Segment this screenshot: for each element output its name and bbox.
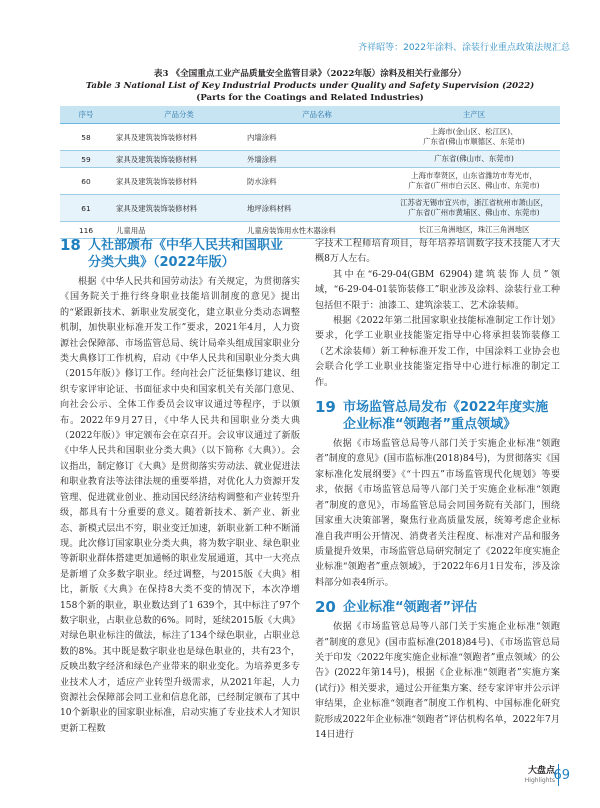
table-row — [60, 124, 560, 151]
region-line: 广东省(佛山市、东莞市) — [434, 154, 514, 163]
products-table — [60, 106, 560, 239]
row-category: 家具及建筑装饰装修材料 — [112, 195, 243, 222]
row-product: 外墙涂料 — [243, 151, 388, 168]
section-18-paragraph: 根据《中华人民共和国劳动法》有关规定，为贯彻落实《国务院关于推行终身职业技能培训制度的意见》提出的“紧跟新技术、新职业发展变化，建立职业分类动态调整机制，加快职业标准开发工作”要求，2021年4月，人力资源社会保障部、市场监管总局、统计局牵头组成国家职业分类大典修订工作机构，启动《中华人民共和国职业分类大典（2015年版）》修订工作。经向社会广泛征集修订建议、组织专家评审论证、书面征求中央和国家机关有关部门意见、向社会公示、全体工作委员会议审议通过等程序，于以颁布。2022年9月27日，《中华人民共和国职业分类大典（2022年版）》审定颁布会在京召开。会议审议通过了新版《中华人民共和国职业分类大典》（以下简称《大典》）。会议指出，制定修订《大典》是贯彻落实劳动法、就业促进法和职业教育法等法律法规的重要举措，对优化人力资源开发管理、促进就业创业、推动国民经济结构调整和产业转型升级，都具有十分重要的意义。随着新技术、新产业、新业态、新模式层出不穷，职业变迁加速，新职业新工种不断涌现。此次修订国家职业分类大典，将为数字职业、绿色职业等新职业群体搭建更加通畅的职业发展通道，其中一大亮点是新增了众多数字职业。经过调整，与2015版《大典》相比，新版《大典》在保持8大类不变的情况下，本次净增158个新的职业，职业数达到了1 639个，其中标注了97个数字职业，占职业总数的6%。同时，延续2015版《大典》对绿色职业标注的做法，标注了134个绿色职业，占职业总数的8%。其中既是数字职业也是绿色职业的，共有23个，反映出数字经济和绿色产业带来的职业变化。为培养更多专业技术人才，适应产业转型升级需求，从2021年起，人力资源社会保障部会同工业和信息化部，已经制定颁布了其中10个新职业的国家职业标准，启动实施了专业技术人才知识更新工程数 — [60, 277, 300, 734]
row-number: 60 — [60, 168, 112, 195]
left-column — [60, 237, 300, 737]
table-caption-en-sub: (Parts for the Coatings and Related Industries) — [196, 93, 424, 103]
section-title-line: 市场监管总局发布《2022年度实施 — [343, 400, 549, 416]
row-region — [388, 124, 560, 151]
region-line: 上海市奉贤区，山东省潍坊市寿光市， — [411, 171, 537, 180]
section-18-paragraph: 其中在“6-29-04(GBM 62904)建筑装饰人员”领域，“6-29-04-01装饰装修工”职业涉及涂料、涂装行业工种包括但不限于：油漆工、建筑涂装工、艺术涂装师。 — [315, 269, 560, 311]
table-caption-cn: 表3 《全国重点工业产品质量安全监管目录》（2022年版）涂料及相关行业部分） — [153, 69, 467, 79]
row-number: 59 — [60, 151, 112, 168]
row-region — [388, 151, 560, 168]
row-category: 家具及建筑装饰装修材料 — [112, 151, 243, 168]
running-header: 齐祥昭等：2022年涂料、涂装行业重点政策法规汇总 — [358, 43, 570, 53]
section-number: 20 — [315, 598, 336, 617]
section-18-paragraph-continued: 字技术工程师培育项目，每年培养培训数字技术技能人才大概8万人左右。 — [315, 239, 560, 265]
row-category: 家具及建筑装饰装修材料 — [112, 168, 243, 195]
row-product: 内墙涂料 — [243, 124, 388, 151]
row-number: 58 — [60, 124, 112, 151]
table-header-row — [60, 106, 560, 124]
section-number: 18 — [60, 236, 81, 254]
region-line: 上海市(金山区、松江区)、 — [430, 127, 518, 136]
section-19-paragraph: 依据《市场监管总局等八部门关于实施企业标准“领跑者”制度的意见》(国市监标准(2018)84号)，为贯彻落实《国家标准化发展纲要》《“十四五”市场监管现代化规划》等要求，依据《市场监管总局等八部门关于实施企业标准“领跑者”制度的意见》，市场监管总局会同国务院有关部门，围绕国家重大决策部署，聚焦行业高质量发展，统筹考虑企业标准自我声明公开情况、消费者关注程度、标准对产品和服务质量提升效果，市场监管总局研究制定了《2022年度实施企业标准“领跑者”重点领域》，于2022年6月1日发布，涉及涂料部分如表4所示。 — [315, 439, 560, 588]
region-line: 长江三角洲地区，珠江三角洲地区 — [418, 225, 530, 234]
table-row — [60, 151, 560, 168]
row-region — [388, 222, 560, 239]
footer-brand — [525, 766, 555, 786]
section-20-heading — [315, 599, 560, 616]
row-category: 家具及建筑装饰装修材料 — [112, 124, 243, 151]
section-18-paragraph: 根据《2022年第二批国家职业技能标准制定工作计划》要求，化学工业职业技能鉴定指导中心将承担装饰装修工（艺术涂装师）新工种标准开发工作，中国涂料工业协会也会联合化学工业职业技能鉴定指导中心进行标准的制定工作。 — [315, 316, 560, 388]
row-region — [388, 168, 560, 195]
row-number: 61 — [60, 195, 112, 222]
table-caption — [60, 68, 560, 104]
section-title-line: 分类大典》（2022年版） — [88, 255, 235, 270]
section-20-paragraph: 依据《市场监管总局等八部门关于实施企业标准“领跑者”制度的意见》(国市监标准(2018)84号)、《市场监管总局关于印发〈2022年度实施企业标准“领跑者”重点领域〉的公告》(2022年第14号)，根据《企业标准“领跑者”实施方案(试行)》相关要求，通过公开征集方案、经专家评审并公示评审结果，企业标准“领跑者”制度工作机构、中国标准化研究院形成2022年企业标准“领跑者”评估机构名单，2022年7月14日进行 — [315, 622, 560, 740]
row-product: 地坪涂料材料 — [243, 195, 388, 222]
row-product: 儿童房装饰用水性木器涂料 — [243, 222, 388, 239]
page-number: 69 — [553, 768, 570, 783]
table-row — [60, 222, 560, 239]
section-18-heading — [60, 237, 300, 271]
footer-brand-cn: 大盘点 — [527, 766, 555, 776]
right-column — [315, 237, 560, 743]
section-19-heading — [315, 399, 560, 433]
footer-brand-en: Highlights — [524, 777, 555, 784]
table-header-cell: 主产区 — [388, 106, 560, 124]
row-category: 儿童用品 — [112, 222, 243, 239]
table-caption-en: Table 3 National List of Key Industrial Products under Quality and Safety Supervision (2022) — [85, 81, 535, 91]
region-line: 广东省(广州市黄埔区、佛山市、东莞市) — [408, 208, 540, 217]
row-region — [388, 195, 560, 222]
section-title-line: 企业标准“领跑者”评估 — [343, 600, 478, 616]
table-header-cell: 产品分类 — [112, 106, 243, 124]
region-line: 江苏省无锡市宜兴市，浙江省杭州市萧山区， — [400, 198, 548, 207]
section-number: 19 — [315, 398, 336, 417]
row-number: 116 — [60, 222, 112, 239]
table-row — [60, 195, 560, 222]
table-header-cell: 产品名称 — [243, 106, 388, 124]
region-line: 广东省(佛山市顺德区、东莞市) — [423, 137, 525, 146]
section-title-line: 人社部颁布《中华人民共和国职业 — [88, 238, 284, 253]
section-title-line: 企业标准“领跑者”重点领域》 — [343, 417, 517, 433]
table-row — [60, 168, 560, 195]
region-line: 广东省(广州市白云区、佛山市、东莞市) — [408, 181, 540, 190]
table-header-cell: 序号 — [60, 106, 112, 124]
row-product: 防水涂料 — [243, 168, 388, 195]
